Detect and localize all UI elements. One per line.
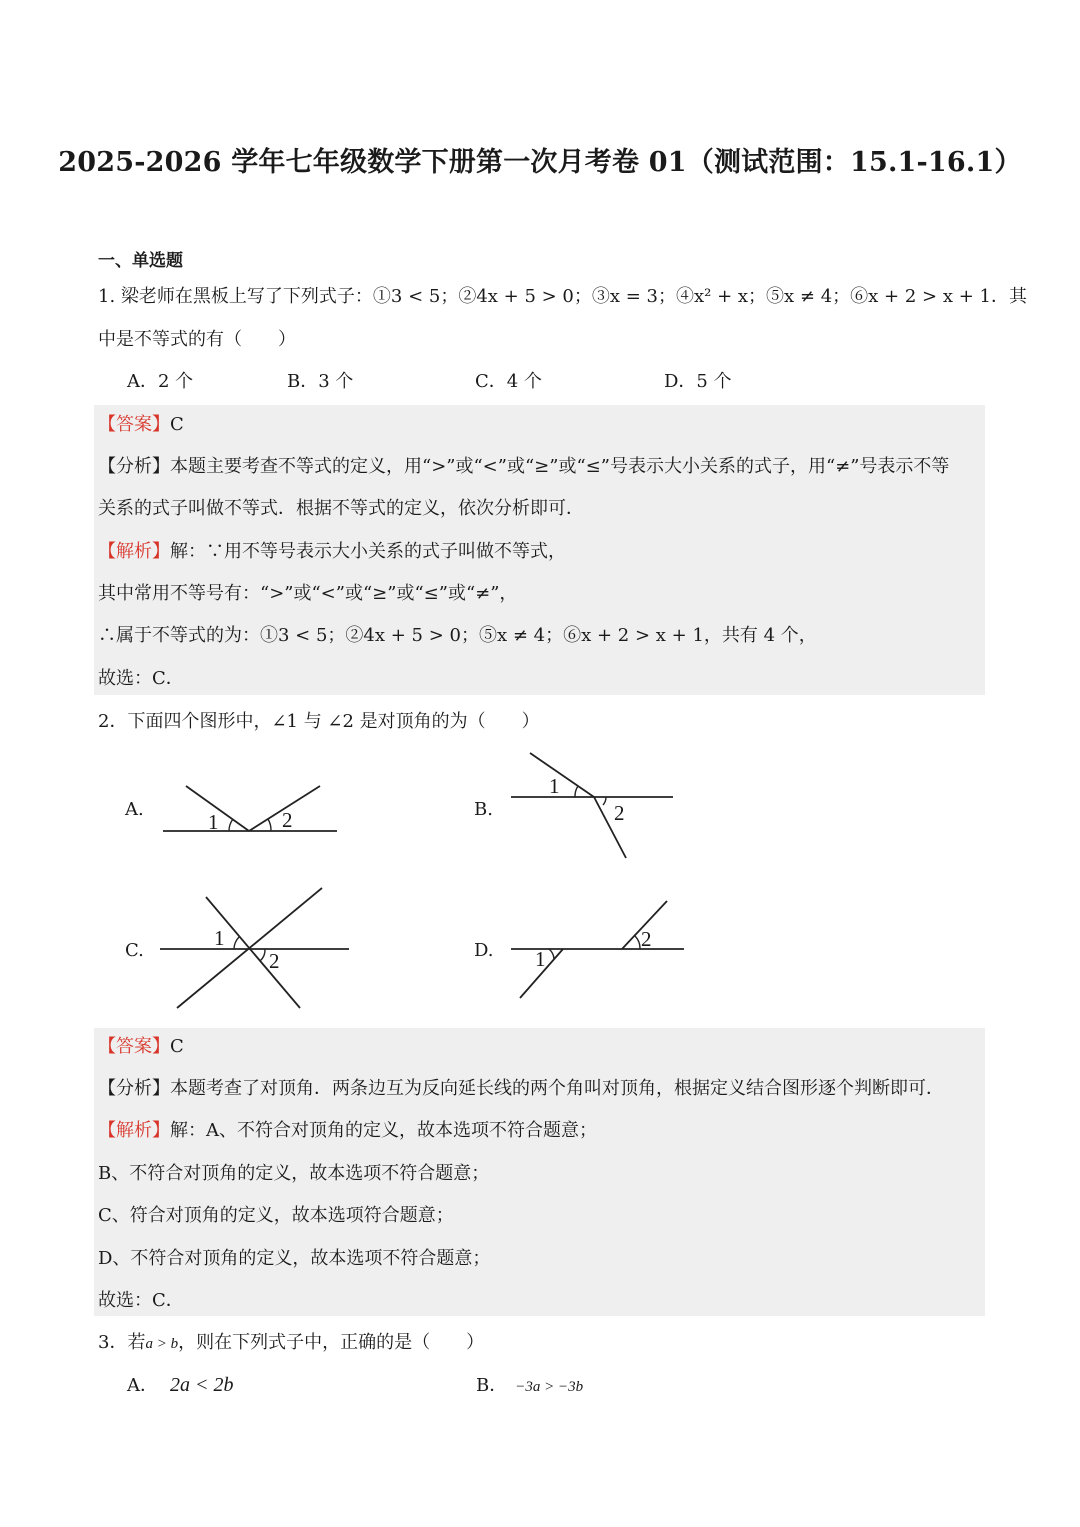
q1-solution-line1 [98,537,566,563]
q2-figure-a-label: A. [125,799,144,820]
q2-answer: C [170,1036,184,1057]
q3-stem [98,1328,484,1354]
q3-option-a-label: A． [127,1375,158,1396]
q2-figure-d-angle1: 1 [535,947,546,971]
q2-answer-tag: 【答案】 [98,1036,170,1057]
q2-figure-a-angle2: 2 [282,808,293,832]
q2-solution-line4: D、不符合对顶角的定义，故本选项不符合题意； [98,1248,491,1269]
q2-solution-line1 [98,1116,597,1142]
q2-figure-d [500,895,695,1005]
q1-answer: C [170,414,184,435]
q2-stem: 2．下面四个图形中，∠1 与 ∠2 是对顶角的为（ ） [98,711,540,732]
q3-stem-prefix: 3．若 [98,1332,146,1353]
q2-figure-b-label: B. [474,799,493,820]
q1-solution-text1: 解：∵用不等号表示大小关系的式子叫做不等式， [170,541,566,562]
q2-figure-b-angle1: 1 [549,774,560,798]
q2-figure-c [150,880,360,1015]
q3-option-a-expr: 2a < 2b [170,1374,234,1396]
q1-analysis-line1 [98,452,949,478]
q2-figure-b [500,745,690,865]
q2-solution-line2: B、不符合对顶角的定义，故本选项不符合题意； [98,1163,490,1184]
page-title: 2025-2026 学年七年级数学下册第一次月考卷 01（测试范围：15.1-16.1） [58,147,1022,178]
q2-answer-line [98,1032,184,1058]
q1-solution-line2: 其中常用不等号有：“>”或“<”或“≥”或“≤”或“≠”， [98,583,518,604]
q3-option-b-expr: −3a > −3b [515,1379,584,1395]
q2-solution-line3: C、符合对顶角的定义，故本选项符合题意； [98,1205,454,1226]
q3-stem-suffix: ，则在下列式子中，正确的是（ ） [178,1332,485,1353]
q3-stem-condition: a > b [145,1336,179,1352]
q2-figure-c-angle2: 2 [269,949,280,973]
q1-analysis-line2: 关系的式子叫做不等式．根据不等式的定义，依次分析即可． [98,498,584,519]
q1-solution-line4: 故选：C． [98,668,184,689]
q3-option-a [127,1371,234,1397]
q1-stem-line2: 中是不等式的有（ ） [98,329,296,350]
q1-solution-line3: ∴属于不等式的为：①3 < 5；②4x + 5 > 0；⑤x ≠ 4；⑥x + 2 > x + 1，共有 4 个， [98,625,817,646]
q2-analysis-text: 本题考查了对顶角．两条边互为反向延长线的两个角叫对顶角，根据定义结合图形逐个判断即可． [170,1078,944,1099]
section-heading: 一、单选题 [98,251,183,271]
q1-answer-line [98,410,184,436]
q1-option-d: D．5 个 [664,371,732,392]
q1-option-b: B．3 个 [287,371,354,392]
q2-analysis-tag: 【分析】 [98,1078,170,1099]
q1-option-a: A．2 个 [127,371,194,392]
q2-figure-a [150,770,350,850]
q2-figure-d-label: D. [474,940,494,961]
q1-answer-tag: 【答案】 [98,414,170,435]
q2-figure-a-angle1: 1 [208,810,219,834]
q2-figure-b-angle2: 2 [614,801,625,825]
q2-solution-line5: 故选：C． [98,1290,184,1311]
q2-solution-tag: 【解析】 [98,1120,170,1141]
q3-option-b [476,1371,583,1397]
q1-analysis-text1: 本题主要考查不等式的定义，用“>”或“<”或“≥”或“≤”号表示大小关系的式子，用“≠”号表示不等 [170,456,950,477]
q3-option-b-label: B． [476,1375,508,1396]
q1-stem-line1: 1. 梁老师在黑板上写了下列式子：①3 < 5；②4x + 5 > 0；③x = 3；④x² + x；⑤x ≠ 4；⑥x + 2 > x + 1．其 [98,286,1027,307]
q2-solution-text1: 解：A、不符合对顶角的定义，故本选项不符合题意； [170,1120,597,1141]
q2-figure-c-angle1: 1 [214,926,225,950]
q1-analysis-tag: 【分析】 [98,456,170,477]
q2-analysis-line [98,1074,944,1100]
q1-option-c: C．4 个 [475,371,542,392]
q1-solution-tag: 【解析】 [98,541,170,562]
q2-figure-c-label: C. [125,940,144,961]
q2-figure-d-angle2: 2 [641,927,652,951]
